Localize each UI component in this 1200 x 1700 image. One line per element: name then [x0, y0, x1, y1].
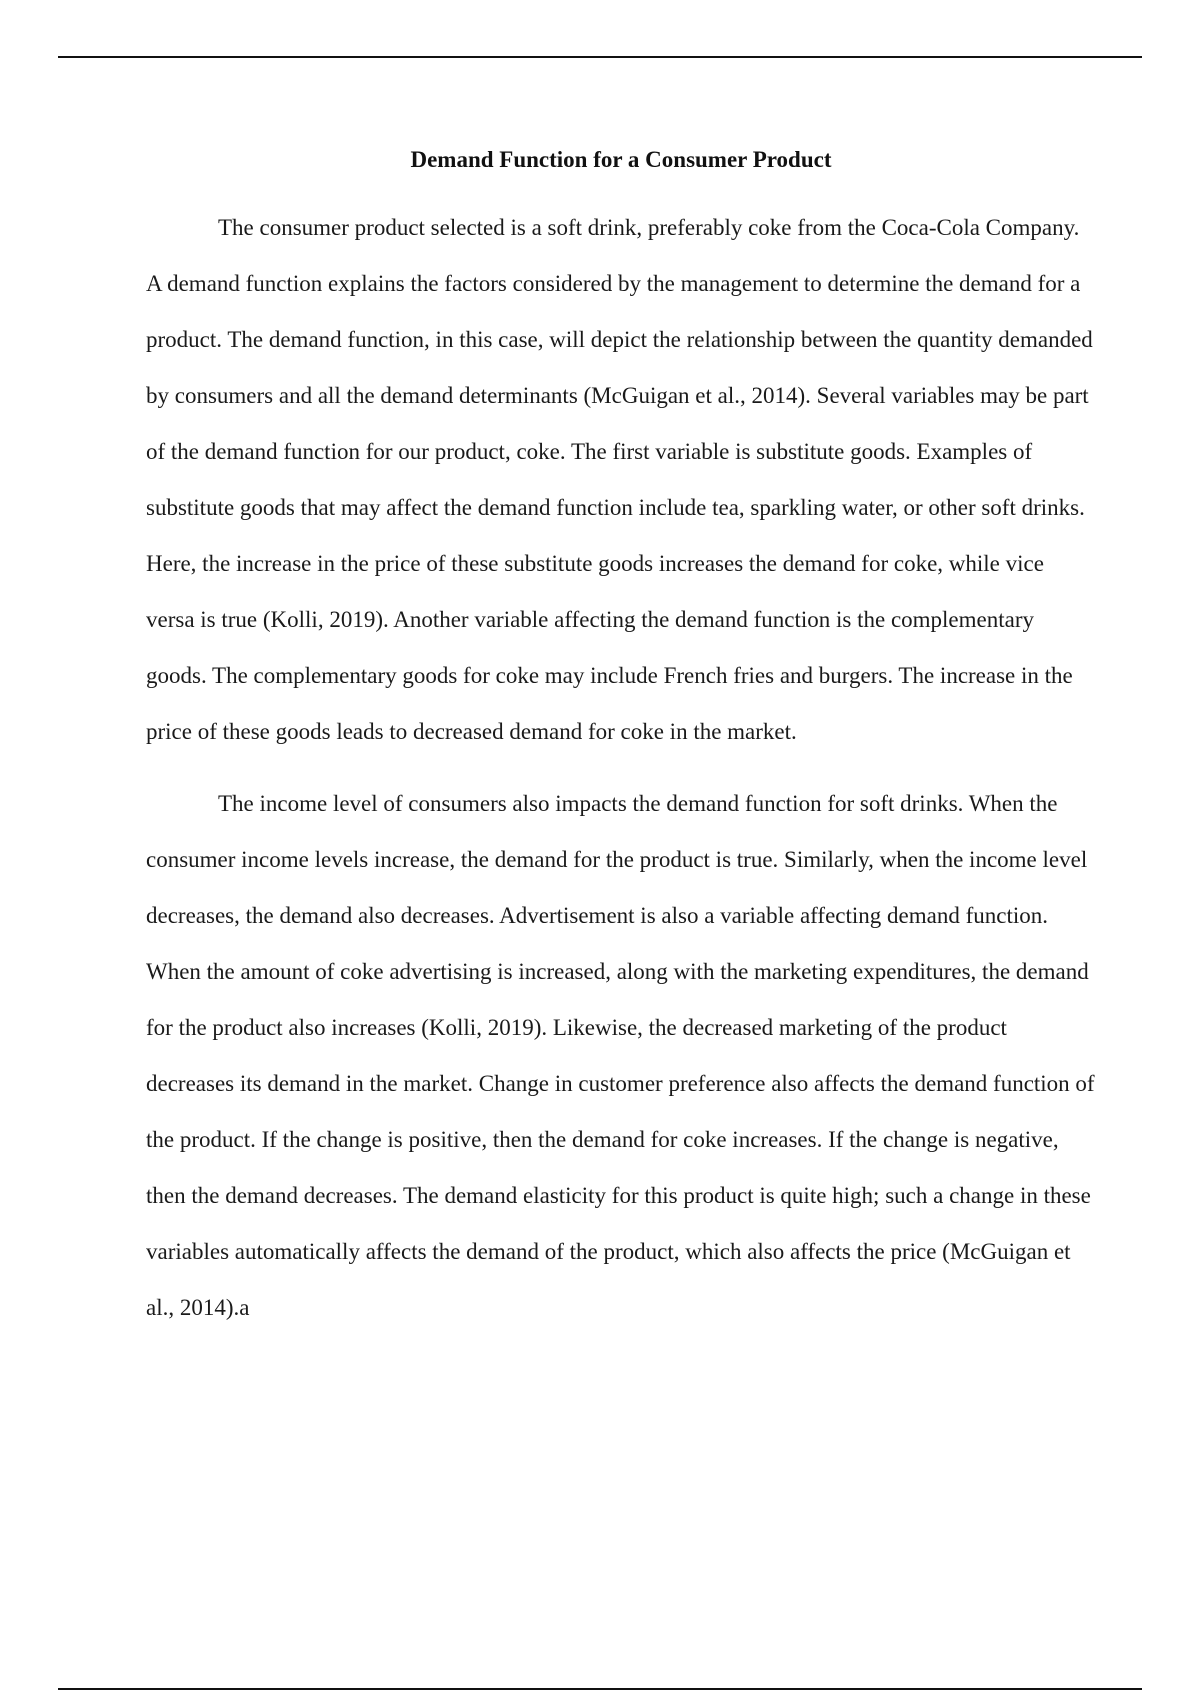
paragraph-2: The income level of consumers also impacts the demand function for soft drinks. When the consumer income levels increase, the demand for the product is true. Similarly, when the income level decreases, the demand also decreases. Advertisement is also a variable affecting demand function. When the amount of coke advertising is increased, along with the marketing expenditures, the demand for the product also increases (Kolli, 2019). Likewise, the decreased marketing of the product decreases its demand in the market. Change in customer preference also affects the demand function of the product. If the change is positive, then the demand for coke increases. If the change is negative, then the demand decreases. The demand elasticity for this product is quite high; such a change in these variables automatically affects the demand of the product, which also affects the price (McGuigan et al., 2014).a	[146, 791, 1095, 1320]
footer-rule	[58, 1688, 1142, 1690]
document-page	[146, 140, 1096, 1336]
header-rule	[58, 56, 1142, 58]
document-title: Demand Function for a Consumer Product	[410, 147, 832, 172]
paragraph-1: The consumer product selected is a soft drink, preferably coke from the Coca-Cola Company. A demand function explains the factors considered by the management to determine the demand for a product. The demand function, in this case, will depict the relationship between the quantity demanded by consumers and all the demand determinants (McGuigan et al., 2014). Several variables may be part of the demand function for our product, coke. The first variable is substitute goods. Examples of substitute goods that may affect the demand function include tea, sparkling water, or other soft drinks. Here, the increase in the price of these substitute goods increases the demand for coke, while vice versa is true (Kolli, 2019). Another variable affecting the demand function is the complementary goods. The complementary goods for coke may include French fries and burgers. The increase in the price of these goods leads to decreased demand for coke in the market.	[146, 215, 1093, 744]
